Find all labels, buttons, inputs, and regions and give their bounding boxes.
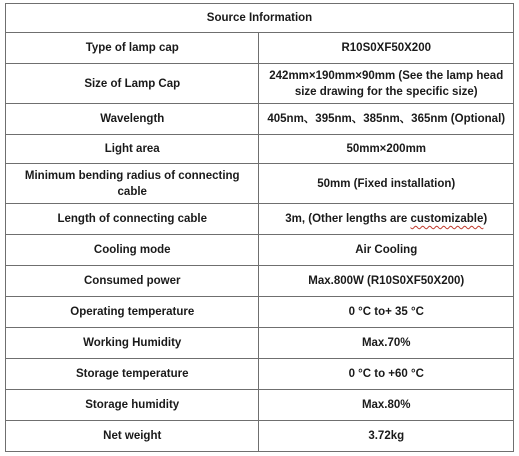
row-value: 50mm (Fixed installation) xyxy=(259,164,514,204)
table-row xyxy=(6,164,514,204)
row-label: Length of connecting cable xyxy=(6,204,259,235)
source-information-table xyxy=(5,3,514,452)
table-row xyxy=(6,104,514,135)
row-value: 405nm、395nm、385nm、365nm (Optional) xyxy=(259,104,514,135)
row-label: Light area xyxy=(6,135,259,164)
table-row xyxy=(6,266,514,297)
row-value-main: 3m, (Other lengths are xyxy=(285,213,411,225)
row-value: 242mm×190mm×90mm (See the lamp head size drawing for the specific size) xyxy=(259,64,514,104)
row-label: Wavelength xyxy=(6,104,259,135)
row-label: Operating temperature xyxy=(6,297,259,328)
row-value: 0 °C to +60 °C xyxy=(259,359,514,390)
row-label: Net weight xyxy=(6,421,259,452)
row-label: Size of Lamp Cap xyxy=(6,64,259,104)
table-row xyxy=(6,204,514,235)
spellcheck-flagged-word: customizable xyxy=(410,213,484,225)
row-value: R10S0XF50X200 xyxy=(259,33,514,64)
table-row xyxy=(6,359,514,390)
row-label: Type of lamp cap xyxy=(6,33,259,64)
table-row xyxy=(6,64,514,104)
row-value-end: ) xyxy=(483,213,488,225)
row-value: 3.72kg xyxy=(259,421,514,452)
table-header-row xyxy=(6,4,514,33)
table-row xyxy=(6,135,514,164)
table-row xyxy=(6,328,514,359)
row-value: Max.800W (R10S0XF50X200) xyxy=(259,266,514,297)
row-label: Cooling mode xyxy=(6,235,259,266)
row-label: Working Humidity xyxy=(6,328,259,359)
row-value: Max.70% xyxy=(259,328,514,359)
row-label: Consumed power xyxy=(6,266,259,297)
row-value: 0 °C to+ 35 °C xyxy=(259,297,514,328)
row-label: Storage humidity xyxy=(6,390,259,421)
row-value: 50mm×200mm xyxy=(259,135,514,164)
row-value: Max.80% xyxy=(259,390,514,421)
row-label: Minimum bending radius of connecting cable xyxy=(6,164,259,204)
row-value xyxy=(259,204,514,235)
row-label: Storage temperature xyxy=(6,359,259,390)
table-row xyxy=(6,33,514,64)
table-row xyxy=(6,421,514,452)
table-row xyxy=(6,235,514,266)
table-row xyxy=(6,297,514,328)
table-row xyxy=(6,390,514,421)
table-title: Source Information xyxy=(6,4,514,33)
row-value: Air Cooling xyxy=(259,235,514,266)
